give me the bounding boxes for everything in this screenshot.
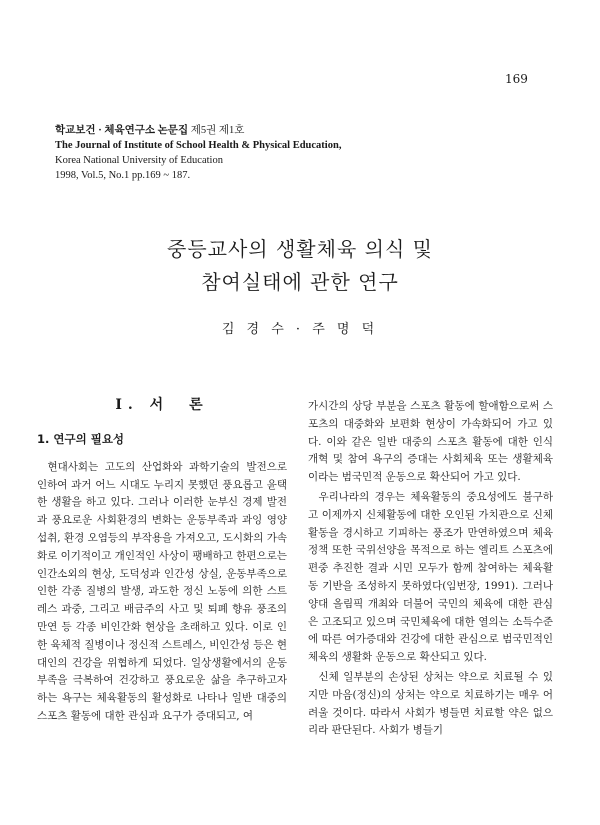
journal-name-ko: 학교보건 · 체육연구소 논문집 (55, 125, 189, 136)
paper-title (0, 233, 600, 299)
page-number: 169 (505, 72, 528, 86)
journal-university: Korea National University of Education (55, 155, 223, 166)
journal-citation: 1998, Vol.5, No.1 pp.169 ~ 187. (55, 170, 191, 181)
body-paragraph: 우리나라의 경우는 체육활동의 중요성에도 불구하고 이제까지 신체활동에 대한 오인된 가치관으로 신체활동을 경시하고 기피하는 풍조가 만연하였으며 체육정책 또한 국위선양을 목적으로 하는 엘리트 스포츠에 편중 추진한 결과 시민 모두가 함께 참여하는 체육활동 기반을 조성하지 못하였다(임번장, 1991). 그러나 양대 올림픽 개최와 더불어 국민의 체육에 대한 관심은 고조되고 있으며 국민체육에 대한 열의는 소득수준에 따른 여가증대와 건강에 대한 관심으로 범국민적인 체육의 생활화 운동으로 확산되고 있다. (308, 490, 553, 664)
body-paragraph: 현대사회는 고도의 산업화와 과학기술의 발전으로 인하여 과거 어느 시대도 누리지 못했던 풍요롭고 윤택한 생활을 하고 있다. 그러나 이러한 눈부신 경제 발전과 풍요로운 사회환경의 변화는 운동부족과 과잉 영양 섭취, 환경 오염등의 부작용을 가져오고, 도시화의 가속화로 이기적이고 개인적인 사상이 팽배하고 한편으로는 인간소외의 현상, 도덕성과 인간성 상실, 운동부족으로 인한 각종 질병의 발생, 과도한 정신 노동에 의한 스트레스 과중, 그리고 배금주의 사고 및 퇴폐 향유 풍조의 만연 등 각종 비인간화 현상을 초래하고 있다. 이로 인한 육체적 질병이나 정신적 스트레스, 비인간성 등은 현대인의 건강을 위협하게 되었다. 일상생활에서의 운동부족을 극복하여 건강하고 풍요로운 삶을 추구하고자 하는 욕구는 체육활동의 활성화로 나타나 일반 대중의 스포츠 활동에 대한 관심과 요구가 증대되고, 여 (37, 460, 287, 722)
journal-name-en: The Journal of Institute of School Health & Physical Education, (55, 140, 342, 151)
authors: 김 경 수 · 주 명 덕 (221, 322, 379, 337)
journal-name-ko-line (55, 123, 341, 138)
paper-title-line-1: 중등교사의 생활체육 의식 및 (167, 237, 433, 261)
body-paragraph: 신체 일부분의 손상된 상처는 약으로 치료될 수 있지만 마음(정신)의 상처는 약으로 치료하기는 매우 어려울 것이다. 따라서 사회가 병들면 치료할 약은 없으리라 판단된다. 사회가 병들기 (308, 670, 553, 737)
journal-volume-ko: 제5권 제1호 (190, 125, 245, 136)
body-column-left (37, 395, 287, 726)
subsection-heading: 1. 연구의 필요성 (37, 432, 125, 446)
paper-title-line-2: 참여실태에 관한 연구 (201, 270, 399, 294)
section-heading: Ⅰ. 서 론 (115, 397, 209, 413)
body-column-right (308, 398, 553, 740)
body-paragraph: 가시간의 상당 부분을 스포츠 활동에 할애함으로써 스포츠의 대중화와 보편화 현상이 가속화되어 가고 있다. 이와 같은 일반 대중의 스포츠 활동에 대한 인식 개혁 및 참여 욕구의 증대는 사회체육 또는 생활체육이라는 범국민적 운동으로 확산되어 가고 있다. (308, 400, 553, 484)
journal-info (55, 123, 341, 183)
